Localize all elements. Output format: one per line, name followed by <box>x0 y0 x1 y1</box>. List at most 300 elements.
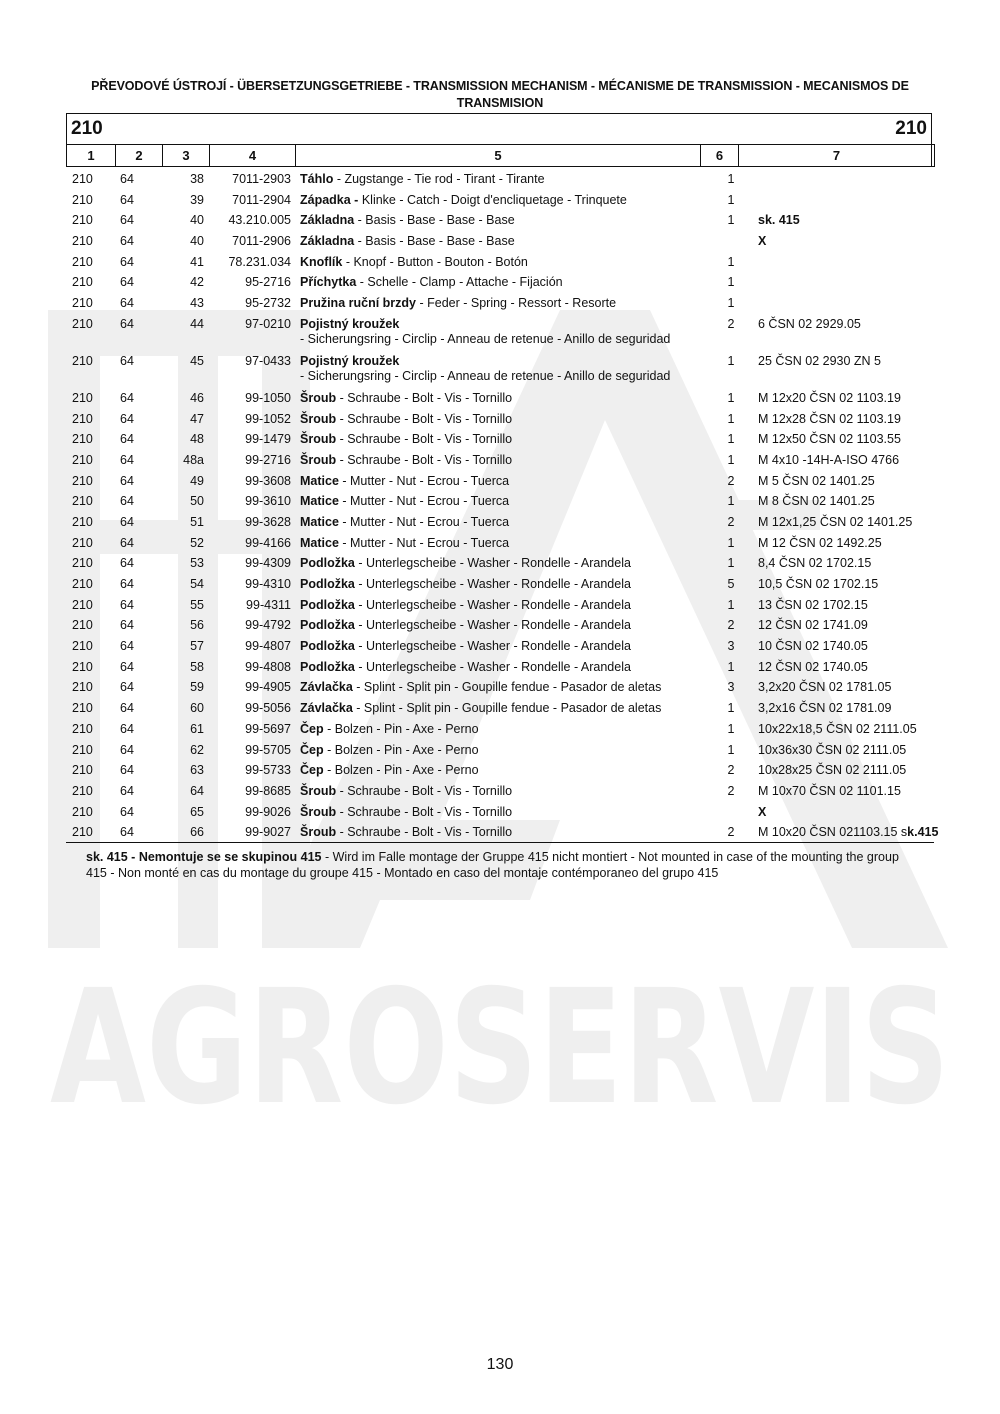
cell-description <box>300 701 695 716</box>
table-row <box>0 315 1000 352</box>
cell-position: 57 <box>190 639 204 654</box>
cell-group: 210 <box>72 556 93 571</box>
cell-description <box>300 680 695 695</box>
table-row <box>0 492 1000 513</box>
note-text: 12 ČSN 02 1741.09 <box>758 618 868 633</box>
cell-subgroup: 64 <box>120 659 134 674</box>
group-code-right: 210 <box>895 118 927 139</box>
cell-note <box>758 354 881 369</box>
cell-description <box>300 660 695 675</box>
cell-group: 210 <box>72 316 93 331</box>
part-translations: Klinke - Catch - Doigt d'encliquetage - Trinquete <box>358 192 627 207</box>
cell-group: 210 <box>72 535 93 550</box>
cell-part-number: 99-1052 <box>245 411 291 426</box>
cell-position: 54 <box>190 577 204 591</box>
cell-part-number: 95-2716 <box>245 275 291 290</box>
cell-part-number: 99-8685 <box>245 783 291 798</box>
part-name: Šroub <box>300 804 337 819</box>
cell-subgroup: 64 <box>120 411 134 426</box>
part-name: Pojistný kroužek <box>300 353 400 368</box>
table-row <box>0 211 1000 232</box>
part-name: Čep <box>300 763 324 778</box>
column-header-5: 5 <box>296 145 701 167</box>
part-translations: - Bolzen - Pin - Axe - Perno <box>323 721 479 736</box>
cell-subgroup: 64 <box>120 680 134 695</box>
part-name: Podložka <box>300 659 355 674</box>
part-translations: - Schraube - Bolt - Vis - Tornillo <box>336 411 513 426</box>
table-row <box>0 823 1000 844</box>
cell-quantity: 2 <box>727 316 735 331</box>
table-row <box>0 575 1000 596</box>
cell-position: 59 <box>190 680 204 695</box>
cell-description <box>300 536 695 551</box>
part-name: Západka - <box>300 192 359 207</box>
table-row <box>0 699 1000 720</box>
cell-description <box>300 296 695 311</box>
cell-group: 210 <box>72 192 93 207</box>
part-translations: - Unterlegscheibe - Washer - Rondelle - Arandela <box>354 659 631 674</box>
cell-subgroup: 64 <box>120 192 134 207</box>
cell-description <box>300 825 695 840</box>
part-name: Podložka <box>300 597 355 612</box>
cell-subgroup: 64 <box>120 432 134 447</box>
cell-position: 41 <box>190 254 204 269</box>
cell-note <box>758 825 938 840</box>
cell-description <box>300 494 695 509</box>
table-row <box>0 658 1000 679</box>
cell-subgroup: 64 <box>120 494 134 509</box>
table-row <box>0 451 1000 472</box>
page-title: PŘEVODOVÉ ÚSTROJÍ - ÜBERSETZUNGSGETRIEBE - TRANSMISSION MECHANISM - MÉCANISME DE TRANSMISSION - MECANISMOS DE TRANSMISION <box>91 79 909 110</box>
note-text: M 4x10 -14H-A-ISO 4766 <box>758 452 900 467</box>
cell-description <box>300 172 695 187</box>
note-text: 8,4 ČSN 02 1702.15 <box>758 556 872 571</box>
cell-part-number: 99-5697 <box>245 721 291 736</box>
cell-quantity: 1 <box>727 411 735 426</box>
part-name: Závlačka <box>300 680 353 695</box>
cell-subgroup: 64 <box>120 721 134 736</box>
cell-description <box>300 317 695 347</box>
part-translations: - Unterlegscheibe - Washer - Rondelle - Arandela <box>354 639 631 654</box>
cell-subgroup: 64 <box>120 353 134 368</box>
cell-part-number: 99-2716 <box>245 452 291 467</box>
cell-position: 45 <box>190 353 204 368</box>
cell-subgroup: 64 <box>120 172 134 186</box>
cell-quantity: 1 <box>727 494 735 509</box>
cell-subgroup: 64 <box>120 316 134 331</box>
part-translations: - Knopf - Button - Bouton - Botón <box>342 254 528 269</box>
cell-position: 43 <box>190 296 204 311</box>
cell-position: 56 <box>190 618 204 633</box>
cell-description <box>300 556 695 571</box>
column-header-4: 4 <box>210 145 296 167</box>
note-text: 25 ČSN 02 2930 ZN 5 <box>758 353 881 368</box>
cell-part-number: 78.231.034 <box>228 254 291 269</box>
part-translations: - Unterlegscheibe - Washer - Rondelle - Arandela <box>354 577 631 591</box>
part-translations: - Zugstange - Tie rod - Tirant - Tirante <box>333 172 545 186</box>
cell-description <box>300 391 695 406</box>
part-name: Šroub <box>300 783 337 798</box>
note-text: 10x28x25 ČSN 02 2111.05 <box>758 763 907 778</box>
cell-part-number: 99-1050 <box>245 390 291 405</box>
cell-note <box>758 317 861 332</box>
page-number: 130 <box>486 1356 514 1373</box>
table-bottom-rule <box>66 842 934 843</box>
note-bold: X <box>758 804 767 819</box>
cell-position: 46 <box>190 390 204 405</box>
note-text: 10 ČSN 02 1740.05 <box>758 639 868 654</box>
cell-group: 210 <box>72 742 93 757</box>
cell-subgroup: 64 <box>120 701 134 716</box>
cell-part-number: 97-0433 <box>245 353 291 368</box>
cell-subgroup: 64 <box>120 577 134 591</box>
cell-group: 210 <box>72 825 93 840</box>
note-text: M 12x20 ČSN 02 1103.19 <box>758 390 901 405</box>
cell-subgroup: 64 <box>120 535 134 550</box>
cell-subgroup: 64 <box>120 390 134 405</box>
cell-part-number: 99-5056 <box>245 701 291 716</box>
table-row <box>0 741 1000 762</box>
part-name: Podložka <box>300 577 355 591</box>
footnote <box>86 849 916 881</box>
note-text: M 5 ČSN 02 1401.25 <box>758 473 875 488</box>
cell-quantity: 1 <box>727 390 735 405</box>
part-translations: - Sicherungsring - Circlip - Anneau de retenue - Anillo de seguridad <box>300 331 671 346</box>
part-name: Matice <box>300 514 339 529</box>
cell-subgroup: 64 <box>120 639 134 654</box>
cell-quantity: 1 <box>727 701 735 716</box>
table-row <box>0 410 1000 431</box>
cell-quantity: 1 <box>727 296 735 311</box>
part-translations: - Basis - Base - Base - Base <box>354 213 515 228</box>
cell-quantity: 1 <box>727 275 735 290</box>
cell-quantity: 2 <box>727 514 735 529</box>
note-bold: X <box>758 234 767 249</box>
cell-part-number: 99-1479 <box>245 432 291 447</box>
cell-group: 210 <box>72 275 93 290</box>
cell-group: 210 <box>72 701 93 716</box>
table-row <box>0 273 1000 294</box>
cell-quantity: 1 <box>727 556 735 571</box>
cell-position: 58 <box>190 659 204 674</box>
part-translations: - Schraube - Bolt - Vis - Tornillo <box>336 390 513 405</box>
column-header-2: 2 <box>116 145 163 167</box>
note-text: 3,2x16 ČSN 02 1781.09 <box>758 701 892 716</box>
cell-subgroup: 64 <box>120 275 134 290</box>
table-row <box>0 637 1000 658</box>
part-name: Pojistný kroužek <box>300 316 400 331</box>
part-translations: - Schraube - Bolt - Vis - Tornillo <box>336 452 513 467</box>
cell-quantity: 2 <box>727 783 735 798</box>
note-text: M 12 ČSN 02 1492.25 <box>758 535 882 550</box>
part-name: Čep <box>300 721 324 736</box>
cell-group: 210 <box>72 804 93 819</box>
part-name: Matice <box>300 535 339 550</box>
note-text: 10x22x18,5 ČSN 02 2111.05 <box>758 721 917 736</box>
table-row <box>0 232 1000 253</box>
note-text: 10x36x30 ČSN 02 2111.05 <box>758 742 907 757</box>
part-translations: - Schraube - Bolt - Vis - Tornillo <box>336 432 513 447</box>
cell-note <box>758 494 875 509</box>
cell-note <box>758 556 871 571</box>
table-row <box>0 616 1000 637</box>
cell-note <box>758 234 766 249</box>
note-text: 12 ČSN 02 1740.05 <box>758 659 868 674</box>
table-row <box>0 513 1000 534</box>
table-row <box>0 554 1000 575</box>
cell-note <box>758 763 906 778</box>
cell-position: 53 <box>190 556 204 571</box>
cell-part-number: 7011-2903 <box>232 172 291 186</box>
cell-quantity: 1 <box>727 192 735 207</box>
cell-part-number: 99-3628 <box>245 514 291 529</box>
cell-group: 210 <box>72 254 93 269</box>
part-name: Podložka <box>300 639 355 654</box>
cell-quantity: 3 <box>727 639 735 654</box>
part-name: Závlačka <box>300 701 353 716</box>
cell-description <box>300 213 695 228</box>
cell-description <box>300 255 695 270</box>
part-name: Šroub <box>300 390 337 405</box>
part-name: Základna <box>300 234 355 249</box>
cell-part-number: 99-5705 <box>245 742 291 757</box>
part-translations: - Unterlegscheibe - Washer - Rondelle - Arandela <box>354 556 631 571</box>
cell-group: 210 <box>72 577 93 591</box>
cell-description <box>300 763 695 778</box>
cell-note <box>758 784 901 799</box>
table-row <box>0 534 1000 555</box>
cell-subgroup: 64 <box>120 618 134 633</box>
cell-group: 210 <box>72 680 93 695</box>
table-row <box>0 389 1000 410</box>
note-bold: sk. 415 <box>758 213 800 228</box>
cell-position: 49 <box>190 473 204 488</box>
cell-subgroup: 64 <box>120 514 134 529</box>
cell-position: 40 <box>190 213 204 228</box>
cell-group: 210 <box>72 639 93 654</box>
table-row <box>0 720 1000 741</box>
cell-position: 65 <box>190 804 204 819</box>
cell-quantity: 1 <box>727 597 735 612</box>
cell-group: 210 <box>72 411 93 426</box>
cell-note <box>758 639 868 654</box>
part-translations: - Mutter - Nut - Ecrou - Tuerca <box>338 473 510 488</box>
cell-part-number: 99-4808 <box>245 659 291 674</box>
cell-description <box>300 618 695 633</box>
cell-description <box>300 577 695 592</box>
part-translations: - Schraube - Bolt - Vis - Tornillo <box>336 783 513 798</box>
cell-position: 44 <box>190 316 204 331</box>
column-header-1: 1 <box>67 145 116 167</box>
table-row <box>0 782 1000 803</box>
part-translations: - Feder - Spring - Ressort - Resorte <box>416 296 617 311</box>
cell-group: 210 <box>72 721 93 736</box>
cell-position: 50 <box>190 494 204 509</box>
part-translations: - Splint - Split pin - Goupille fendue - Pasador de aletas <box>352 701 662 716</box>
cell-note <box>758 680 891 695</box>
cell-group: 210 <box>72 234 93 249</box>
cell-group: 210 <box>72 597 93 612</box>
cell-position: 47 <box>190 411 204 426</box>
part-translations: - Unterlegscheibe - Washer - Rondelle - Arandela <box>354 597 631 612</box>
part-name: Příchytka <box>300 275 357 290</box>
cell-note <box>758 577 878 592</box>
cell-subgroup: 64 <box>120 804 134 819</box>
cell-subgroup: 64 <box>120 452 134 467</box>
cell-note <box>758 598 868 613</box>
cell-quantity: 1 <box>727 535 735 550</box>
cell-group: 210 <box>72 783 93 798</box>
cell-subgroup: 64 <box>120 556 134 571</box>
cell-group: 210 <box>72 659 93 674</box>
cell-part-number: 99-4310 <box>245 577 291 591</box>
part-name: Šroub <box>300 825 337 840</box>
cell-subgroup: 64 <box>120 742 134 757</box>
cell-position: 48 <box>190 432 204 447</box>
cell-description <box>300 722 695 737</box>
cell-position: 51 <box>190 514 204 529</box>
cell-part-number: 99-3608 <box>245 473 291 488</box>
cell-note <box>758 701 891 716</box>
part-translations: - Mutter - Nut - Ecrou - Tuerca <box>338 535 510 550</box>
cell-description <box>300 412 695 427</box>
cell-subgroup: 64 <box>120 473 134 488</box>
cell-description <box>300 432 695 447</box>
cell-position: 42 <box>190 275 204 290</box>
cell-part-number: 97-0210 <box>245 316 291 331</box>
cell-description <box>300 453 695 468</box>
cell-subgroup: 64 <box>120 763 134 778</box>
watermark-wordmark: AGROSERVIS <box>50 956 950 1140</box>
cell-subgroup: 64 <box>120 783 134 798</box>
cell-note <box>758 453 899 468</box>
part-translations: - Basis - Base - Base - Base <box>354 234 515 249</box>
note-text: M 8 ČSN 02 1401.25 <box>758 494 875 509</box>
cell-group: 210 <box>72 618 93 633</box>
part-name: Podložka <box>300 556 355 571</box>
note-text: M 12x28 ČSN 02 1103.19 <box>758 411 901 426</box>
note-text: M 10x70 ČSN 02 1101.15 <box>758 783 901 798</box>
note-bold: k.415 <box>907 825 939 840</box>
cell-position: 55 <box>190 597 204 612</box>
part-translations: - Unterlegscheibe - Washer - Rondelle - Arandela <box>354 618 631 633</box>
part-name: Matice <box>300 473 339 488</box>
footnote-bold: sk. 415 - Nemontuje se se skupinou 415 <box>86 850 322 864</box>
cell-group: 210 <box>72 452 93 467</box>
note-text: M 12x50 ČSN 02 1103.55 <box>758 432 901 447</box>
part-name: Šroub <box>300 432 337 447</box>
part-translations: - Schelle - Clamp - Attache - Fijación <box>356 275 563 290</box>
cell-position: 38 <box>190 172 204 186</box>
part-name: Základna <box>300 213 355 228</box>
cell-quantity: 1 <box>727 213 735 228</box>
cell-note <box>758 722 917 737</box>
cell-quantity: 1 <box>727 353 735 368</box>
cell-description <box>300 805 695 820</box>
cell-quantity: 1 <box>727 254 735 269</box>
cell-note <box>758 743 906 758</box>
table-row <box>0 596 1000 617</box>
cell-note <box>758 412 901 427</box>
cell-group: 210 <box>72 296 93 311</box>
cell-part-number: 99-4166 <box>245 535 291 550</box>
part-name: Šroub <box>300 452 337 467</box>
cell-quantity: 1 <box>727 659 735 674</box>
cell-part-number: 99-4311 <box>246 597 291 612</box>
cell-description <box>300 474 695 489</box>
cell-quantity: 2 <box>727 473 735 488</box>
cell-note <box>758 805 766 820</box>
cell-note <box>758 391 901 406</box>
note-text: M 10x20 ČSN 021103.15 s <box>758 825 908 840</box>
part-name: Podložka <box>300 618 355 633</box>
cell-position: 52 <box>190 535 204 550</box>
cell-quantity: 3 <box>727 680 735 695</box>
cell-part-number: 99-4807 <box>245 639 291 654</box>
part-translations: - Splint - Split pin - Goupille fendue - Pasador de aletas <box>352 680 662 695</box>
cell-note <box>758 515 912 530</box>
table-row <box>0 191 1000 212</box>
table-row <box>0 294 1000 315</box>
cell-quantity: 1 <box>727 432 735 447</box>
cell-position: 60 <box>190 701 204 716</box>
parts-list <box>0 170 1000 844</box>
cell-part-number: 99-4905 <box>245 680 291 695</box>
cell-group: 210 <box>72 353 93 368</box>
table-row <box>0 430 1000 451</box>
cell-note <box>758 432 901 447</box>
cell-group: 210 <box>72 514 93 529</box>
cell-group: 210 <box>72 390 93 405</box>
cell-description <box>300 275 695 290</box>
cell-description <box>300 354 695 384</box>
cell-group: 210 <box>72 494 93 509</box>
cell-subgroup: 64 <box>120 234 134 249</box>
cell-description <box>300 784 695 799</box>
cell-position: 39 <box>190 192 204 207</box>
part-translations: - Schraube - Bolt - Vis - Tornillo <box>336 804 513 819</box>
part-name: Šroub <box>300 411 337 426</box>
cell-description <box>300 234 695 249</box>
part-translations: - Bolzen - Pin - Axe - Perno <box>323 763 479 778</box>
cell-description <box>300 515 695 530</box>
part-name: Čep <box>300 742 324 757</box>
note-text: M 12x1,25 ČSN 02 1401.25 <box>758 514 913 529</box>
cell-part-number: 7011-2906 <box>232 234 291 249</box>
cell-position: 61 <box>190 721 204 736</box>
cell-quantity: 2 <box>727 618 735 633</box>
cell-position: 40 <box>190 234 204 249</box>
part-translations: - Sicherungsring - Circlip - Anneau de retenue - Anillo de seguridad <box>300 368 671 383</box>
part-translations: - Bolzen - Pin - Axe - Perno <box>323 742 479 757</box>
note-text: 3,2x20 ČSN 02 1781.05 <box>758 680 892 695</box>
table-row <box>0 352 1000 389</box>
cell-subgroup: 64 <box>120 296 134 311</box>
cell-part-number: 99-9026 <box>245 804 291 819</box>
cell-quantity: 1 <box>727 721 735 736</box>
group-code-left: 210 <box>71 118 103 139</box>
footnote-text: - Wird im Falle montage der Gruppe 415 nicht montiert - Not mounted in case of the mounting the group 415 - Non monté en cas du montage du groupe 415 - Montado en caso del montaje contémporaneo del grupo 415 <box>86 850 899 880</box>
table-row <box>0 761 1000 782</box>
cell-note <box>758 213 800 228</box>
cell-note <box>758 474 875 489</box>
cell-description <box>300 639 695 654</box>
cell-quantity: 1 <box>727 742 735 757</box>
cell-note <box>758 536 882 551</box>
cell-part-number: 99-3610 <box>245 494 291 509</box>
part-name: Knoflík <box>300 254 343 269</box>
cell-note <box>758 660 868 675</box>
